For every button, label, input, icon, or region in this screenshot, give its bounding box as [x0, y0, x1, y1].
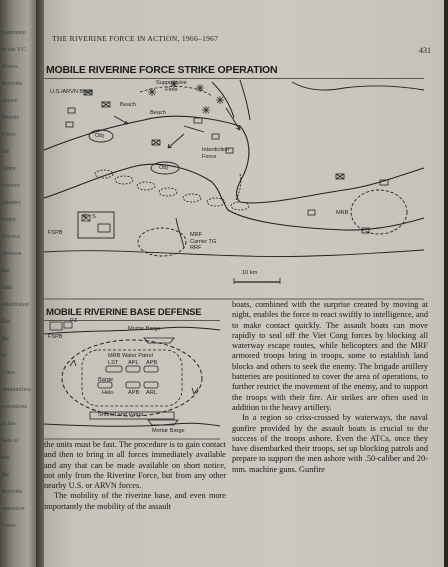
mrb-position	[351, 190, 407, 234]
adjacent-page-text: operation	[2, 506, 25, 512]
page-number: 431	[419, 46, 431, 55]
adjacent-page-text: Riverine	[2, 489, 23, 495]
adjacent-page-text: the	[2, 268, 10, 274]
label-shore-patrol: Shore/Land Patrol	[98, 412, 144, 418]
adjacent-page-text: Army	[2, 217, 16, 223]
adjacent-page-text: Force	[2, 132, 16, 138]
label-helo: Helo	[102, 390, 114, 396]
river-bank-north	[44, 116, 424, 203]
label-arl: ARL	[146, 390, 157, 396]
adjacent-page-text: division	[2, 251, 22, 257]
label-beach-2: Beach	[150, 110, 166, 116]
label-apb-2: APB	[128, 390, 140, 396]
adjacent-page-text: in the	[2, 421, 16, 427]
boat-formation-markers	[95, 170, 249, 210]
adjacent-page-text: lack of	[2, 438, 19, 444]
running-head: THE RIVERINE FORCE IN ACTION, 1966–1967	[52, 34, 219, 43]
label-lst: LST	[108, 360, 119, 366]
label-apb: APB	[146, 360, 158, 366]
adjacent-page-text: ammunition	[2, 387, 31, 393]
adjacent-page-text: Statement	[2, 30, 26, 36]
label-beach-1: Beach	[120, 102, 136, 108]
adjacent-page-text: Class	[2, 370, 16, 376]
adjacent-page-text: established	[2, 302, 29, 308]
figure-2-title: MOBILE RIVERINE BASE DEFENSE	[46, 307, 202, 318]
label-suppressive-fires: Suppressive Fires	[156, 80, 187, 93]
paragraph: The mobility of the riverine base, and even more importantly the mobility of the assault	[44, 491, 226, 511]
river-bank-south	[44, 164, 424, 230]
paragraph: boats, combined with the surprise created by moving at night, enables the force to react swiftly to intelligence, and to make contact quickly. The assault boats can move rapidly to seal off the Viet Cong forces by blocking all waterway escape routes, while helicopters and the MRF armored troops bring in troops, some to establish land blocks and others to seek the enemy. The brigade artillery batteries are positioned to cover the area of operations, to further restrict the movement of the enemy, and to support the troops with their fire. Air strikes are often used in addition to the heavy artillery.	[232, 300, 428, 412]
book-page	[44, 0, 444, 567]
paragraph: the units must be fast. The procedure is to gain contact and then to bring in all forces immediately available and any that can be made available on short notice, not only from the Riverine Force, but from any other nearby U.S. or ARVN forces.	[44, 440, 226, 491]
label-water-patrol: MRB Water Patrol	[108, 353, 153, 359]
label-us-arvn-block: U.S./ARVN Block	[50, 89, 94, 95]
label-barge: Barge	[98, 377, 113, 383]
adjacent-page-text: infantry	[2, 200, 21, 206]
label-objective-1: Obj	[95, 133, 104, 139]
figure-1-title: MOBILE RIVERINE FORCE STRIKE OPERATION	[46, 64, 278, 76]
label-pz: PZ	[70, 318, 78, 324]
label-mortar-barge-top: Mortar Barge	[128, 326, 161, 332]
label-fspb-2: FSPB	[48, 334, 63, 340]
adjacent-page-text: the	[2, 455, 10, 461]
label-interdiction-force: Interdiction Force	[202, 147, 230, 160]
base-defense-diagram	[44, 320, 224, 444]
adjacent-page-text: Bat	[2, 319, 11, 325]
adjacent-page-text: land	[2, 285, 13, 291]
adjacent-page-text: the	[2, 336, 10, 342]
label-rs: R · S	[83, 214, 96, 220]
adjacent-page-text: Army	[2, 166, 16, 172]
movement-arrows	[114, 108, 240, 248]
adjacent-page-text: to the V.C.	[2, 47, 28, 53]
adjacent-page-text: to	[2, 353, 7, 359]
adjacent-page-text: Riverine	[2, 81, 23, 87]
adjacent-page-text: the	[2, 149, 10, 155]
label-mrb: MRB	[336, 210, 349, 216]
adjacent-page-text: operations	[2, 404, 27, 410]
adjacent-page-text: shown	[2, 98, 18, 104]
adjacent-page-text: Rivers	[2, 64, 18, 70]
label-scale: 10 km	[242, 270, 258, 276]
label-apl: APL	[128, 360, 139, 366]
adjacent-page	[0, 0, 40, 567]
adjacent-page-text: the	[2, 472, 10, 478]
body-column-left	[44, 440, 226, 512]
adjacent-page-text: Mobile	[2, 115, 20, 121]
label-objective-2: Obj	[159, 165, 168, 171]
label-mortar-barge-bottom: Mortar Barge	[152, 428, 185, 434]
adjacent-page-text: Service	[2, 234, 20, 240]
mrf-carrier-tg	[138, 228, 186, 256]
strike-operation-map	[44, 78, 440, 300]
defense-perimeter	[62, 340, 202, 416]
body-column-right	[232, 300, 428, 475]
paragraph: In a region so criss-crossed by waterways, the naval gunfire provided by the assault boats is crucial to the success of the troops ashore. Even the ATCs, once they have disembarked their troops, set up blocking patrols and prepare to support the men ashore with .50-caliber and 20-mm. machine guns. Gunfire	[232, 413, 428, 474]
label-mrf-carrier-tg: MRF Carrier TG RRF	[190, 232, 217, 251]
adjacent-page-text: Service	[2, 183, 20, 189]
label-fspb: FSPB	[48, 230, 63, 236]
adjacent-page-text: Force	[2, 523, 16, 529]
